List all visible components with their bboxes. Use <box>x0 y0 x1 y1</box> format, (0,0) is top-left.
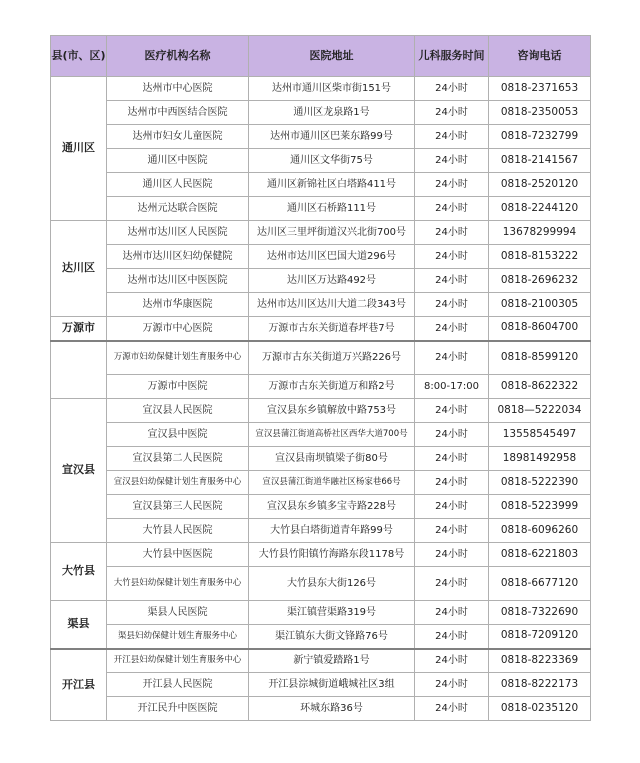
county-cell: 大竹县 <box>51 543 107 601</box>
service-time-cell: 24小时 <box>415 697 489 721</box>
service-time-cell: 24小时 <box>415 245 489 269</box>
institution-name-cell: 渠县人民医院 <box>107 601 249 625</box>
table-row <box>51 567 591 601</box>
phone-cell: 0818-7322690 <box>489 601 591 625</box>
table-row <box>51 495 591 519</box>
address-cell: 渠江镇东大街文锋路76号 <box>249 625 415 649</box>
institution-name-cell: 万源市妇幼保健计划生育服务中心 <box>107 341 249 375</box>
institution-name-cell: 达州市中心医院 <box>107 77 249 101</box>
institution-name-cell: 宣汉县妇幼保健计划生育服务中心 <box>107 471 249 495</box>
address-cell: 通川区石桥路111号 <box>249 197 415 221</box>
county-cell: 达川区 <box>51 221 107 317</box>
table-row <box>51 399 591 423</box>
address-cell: 新宁镇爱踏路1号 <box>249 649 415 673</box>
address-cell: 通川区新锦社区白塔路411号 <box>249 173 415 197</box>
institution-name-cell: 达州市妇女儿童医院 <box>107 125 249 149</box>
institution-name-cell: 万源市中心医院 <box>107 317 249 341</box>
service-time-cell: 24小时 <box>415 317 489 341</box>
phone-cell: 0818-2141567 <box>489 149 591 173</box>
address-cell: 大竹县竹阳镇竹海路东段1178号 <box>249 543 415 567</box>
table-row <box>51 125 591 149</box>
phone-cell: 0818—5222034 <box>489 399 591 423</box>
phone-cell: 0818-6096260 <box>489 519 591 543</box>
phone-cell: 0818-8223369 <box>489 649 591 673</box>
service-time-cell: 24小时 <box>415 495 489 519</box>
header-institution: 医疗机构名称 <box>107 36 249 77</box>
phone-cell: 0818-7209120 <box>489 625 591 649</box>
county-cell <box>51 341 107 399</box>
service-time-cell: 24小时 <box>415 519 489 543</box>
service-time-cell: 24小时 <box>415 269 489 293</box>
table-row <box>51 77 591 101</box>
phone-cell: 0818-6677120 <box>489 567 591 601</box>
service-time-cell: 24小时 <box>415 423 489 447</box>
table-row <box>51 673 591 697</box>
institution-name-cell: 开江县妇幼保健计划生育服务中心 <box>107 649 249 673</box>
institution-name-cell: 达州市达川区中医医院 <box>107 269 249 293</box>
service-time-cell: 24小时 <box>415 673 489 697</box>
table-row <box>51 317 591 341</box>
table-row <box>51 423 591 447</box>
phone-cell: 0818-7232799 <box>489 125 591 149</box>
address-cell: 万源市古东关街道万兴路226号 <box>249 341 415 375</box>
institution-name-cell: 开江县人民医院 <box>107 673 249 697</box>
table-row <box>51 519 591 543</box>
address-cell: 宣汉县蒲江街道高桥社区西华大道700号 <box>249 423 415 447</box>
address-cell: 通川区龙泉路1号 <box>249 101 415 125</box>
institution-name-cell: 宣汉县第二人民医院 <box>107 447 249 471</box>
table-row <box>51 601 591 625</box>
table-row <box>51 173 591 197</box>
service-time-cell: 24小时 <box>415 447 489 471</box>
address-cell: 宣汉县东乡镇解放中路753号 <box>249 399 415 423</box>
address-cell: 大竹县白塔街道青年路99号 <box>249 519 415 543</box>
table-row <box>51 269 591 293</box>
service-time-cell: 24小时 <box>415 149 489 173</box>
table-row <box>51 471 591 495</box>
phone-cell: 0818-0235120 <box>489 697 591 721</box>
phone-cell: 0818-2696232 <box>489 269 591 293</box>
address-cell: 达州市通川区柴市街151号 <box>249 77 415 101</box>
institution-name-cell: 达州元达联合医院 <box>107 197 249 221</box>
table-row <box>51 649 591 673</box>
table-body <box>51 77 591 721</box>
service-time-cell: 24小时 <box>415 125 489 149</box>
address-cell: 开江县淙城街道峨城社区3组 <box>249 673 415 697</box>
address-cell: 宣汉县南坝镇梁子街80号 <box>249 447 415 471</box>
address-cell: 万源市古东关街道春坪巷7号 <box>249 317 415 341</box>
service-time-cell: 24小时 <box>415 625 489 649</box>
service-time-cell: 24小时 <box>415 197 489 221</box>
table-row <box>51 375 591 399</box>
service-time-cell: 24小时 <box>415 543 489 567</box>
service-time-cell: 24小时 <box>415 173 489 197</box>
county-cell: 万源市 <box>51 317 107 341</box>
institution-name-cell: 开江民升中医医院 <box>107 697 249 721</box>
service-time-cell: 24小时 <box>415 293 489 317</box>
table-row <box>51 543 591 567</box>
table-row <box>51 293 591 317</box>
table-row <box>51 221 591 245</box>
hospital-info-table <box>50 35 591 721</box>
institution-name-cell: 通川区人民医院 <box>107 173 249 197</box>
address-cell: 宣汉县蒲江街道华融社区杨家巷66号 <box>249 471 415 495</box>
address-cell: 渠江镇营渠路319号 <box>249 601 415 625</box>
county-cell: 通川区 <box>51 77 107 221</box>
address-cell: 环城东路36号 <box>249 697 415 721</box>
institution-name-cell: 万源市中医院 <box>107 375 249 399</box>
table-row <box>51 341 591 375</box>
phone-cell: 18981492958 <box>489 447 591 471</box>
address-cell: 达川区万达路492号 <box>249 269 415 293</box>
phone-cell: 0818-2371653 <box>489 77 591 101</box>
institution-name-cell: 渠县妇幼保健计划生育服务中心 <box>107 625 249 649</box>
institution-name-cell: 达州市达川区妇幼保健院 <box>107 245 249 269</box>
service-time-cell: 24小时 <box>415 399 489 423</box>
county-cell: 开江县 <box>51 649 107 721</box>
address-cell: 达州市达川区巴国大道296号 <box>249 245 415 269</box>
phone-cell: 0818-2520120 <box>489 173 591 197</box>
service-time-cell: 8:00-17:00 <box>415 375 489 399</box>
service-time-cell: 24小时 <box>415 341 489 375</box>
institution-name-cell: 大竹县中医医院 <box>107 543 249 567</box>
phone-cell: 0818-8604700 <box>489 317 591 341</box>
service-time-cell: 24小时 <box>415 77 489 101</box>
address-cell: 万源市古东关街道万和路2号 <box>249 375 415 399</box>
phone-cell: 0818-5222390 <box>489 471 591 495</box>
address-cell: 达州市通川区巴莱东路99号 <box>249 125 415 149</box>
hospital-table <box>50 35 591 721</box>
header-service-time: 儿科服务时间 <box>415 36 489 77</box>
phone-cell: 0818-8153222 <box>489 245 591 269</box>
service-time-cell: 24小时 <box>415 221 489 245</box>
service-time-cell: 24小时 <box>415 101 489 125</box>
institution-name-cell: 宣汉县人民医院 <box>107 399 249 423</box>
header-row <box>51 36 591 77</box>
header-phone: 咨询电话 <box>489 36 591 77</box>
table-row <box>51 149 591 173</box>
table-row <box>51 101 591 125</box>
phone-cell: 13558545497 <box>489 423 591 447</box>
institution-name-cell: 达州市达川区人民医院 <box>107 221 249 245</box>
phone-cell: 0818-8599120 <box>489 341 591 375</box>
service-time-cell: 24小时 <box>415 649 489 673</box>
table-row <box>51 625 591 649</box>
phone-cell: 0818-8222173 <box>489 673 591 697</box>
phone-cell: 0818-8622322 <box>489 375 591 399</box>
institution-name-cell: 宣汉县第三人民医院 <box>107 495 249 519</box>
table-row <box>51 245 591 269</box>
county-cell: 渠县 <box>51 601 107 649</box>
institution-name-cell: 大竹县人民医院 <box>107 519 249 543</box>
address-cell: 通川区文华街75号 <box>249 149 415 173</box>
service-time-cell: 24小时 <box>415 471 489 495</box>
address-cell: 达州市达川区达川大道二段343号 <box>249 293 415 317</box>
table-row <box>51 447 591 471</box>
address-cell: 宣汉县东乡镇多宝寺路228号 <box>249 495 415 519</box>
service-time-cell: 24小时 <box>415 567 489 601</box>
institution-name-cell: 宣汉县中医院 <box>107 423 249 447</box>
institution-name-cell: 达州市华康医院 <box>107 293 249 317</box>
phone-cell: 13678299994 <box>489 221 591 245</box>
header-address: 医院地址 <box>249 36 415 77</box>
phone-cell: 0818-2100305 <box>489 293 591 317</box>
address-cell: 大竹县东大街126号 <box>249 567 415 601</box>
table-row <box>51 197 591 221</box>
county-cell: 宣汉县 <box>51 399 107 543</box>
table-row <box>51 697 591 721</box>
header-county: 县(市、区) <box>51 36 107 77</box>
phone-cell: 0818-5223999 <box>489 495 591 519</box>
address-cell: 达川区三里坪街道汉兴北街700号 <box>249 221 415 245</box>
phone-cell: 0818-2350053 <box>489 101 591 125</box>
institution-name-cell: 大竹县妇幼保健计划生育服务中心 <box>107 567 249 601</box>
phone-cell: 0818-6221803 <box>489 543 591 567</box>
phone-cell: 0818-2244120 <box>489 197 591 221</box>
service-time-cell: 24小时 <box>415 601 489 625</box>
institution-name-cell: 通川区中医院 <box>107 149 249 173</box>
institution-name-cell: 达州市中西医结合医院 <box>107 101 249 125</box>
